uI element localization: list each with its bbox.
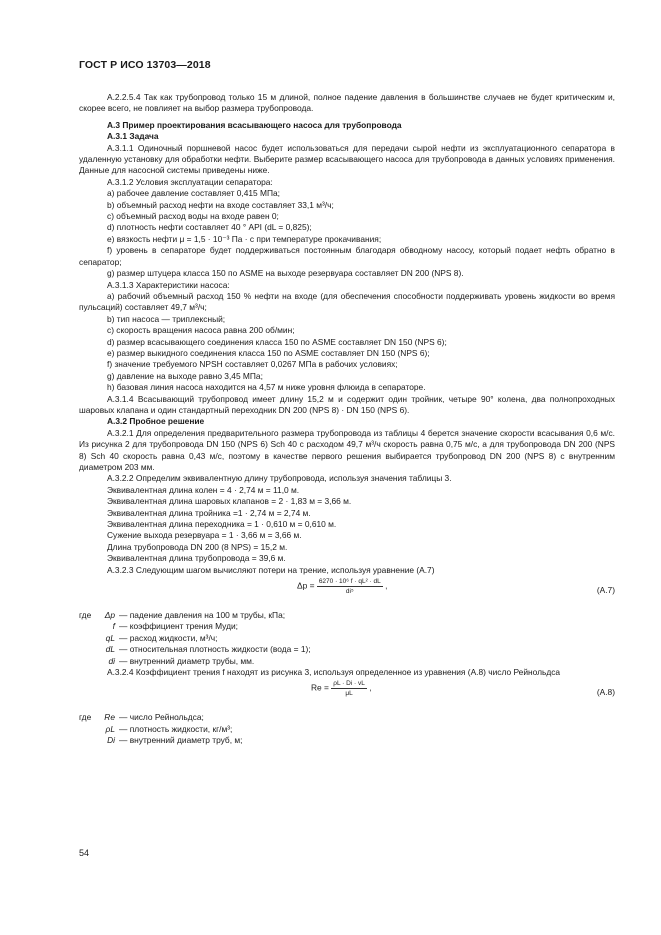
- definition-symbol: f: [112, 621, 115, 632]
- definition-row: [79, 656, 615, 667]
- where-block-a7: [79, 610, 615, 667]
- where-block-a8: [79, 712, 615, 746]
- definition-text: — внутренний диаметр труб, м;: [119, 735, 243, 746]
- eq8-tail: ,: [369, 683, 372, 694]
- eq8-fraction: [331, 679, 367, 698]
- definition-row: [79, 644, 615, 655]
- definition-text: — относительная плотность жидкости (вода = 1);: [119, 644, 311, 655]
- definition-text: — плотность жидкости, кг/м³;: [119, 723, 233, 734]
- list-item: Эквивалентная длина шаровых клапанов = 2 · 1,83 м = 3,66 м.: [107, 496, 352, 507]
- list-item: g) давление на выходе равно 3,45 МПа;: [107, 370, 263, 381]
- equation-a8: [79, 679, 615, 709]
- definition-row: [79, 610, 615, 621]
- definition-symbol: Re: [104, 712, 115, 723]
- list-a313-title: A.3.1.3 Характеристики насоса:: [107, 279, 230, 290]
- list-item: b) объемный расход нефти на входе составляет 33,1 м³/ч;: [107, 199, 334, 210]
- list-item: a) рабочий объемный расход 150 % нефти на входе (для обеспечения способности поддерживать уровень жидкости во время пульсаций) составляет 49,7 м³/ч;: [79, 290, 615, 313]
- eq7-label: (A.7): [596, 585, 615, 596]
- definition-row: [79, 712, 615, 723]
- definition-symbol: qL: [105, 632, 115, 643]
- list-item: d) плотность нефти составляет 40 ° API (dL = 0,825);: [107, 222, 312, 233]
- eq7-denominator: di⁵: [345, 588, 354, 596]
- list-item: Сужение выхода резервуара = 1 · 3,66 м = 3,66 м.: [107, 530, 302, 541]
- heading-a3: A.3 Пример проектирования всасывающего насоса для трубопровода: [107, 119, 402, 130]
- equation-a7: [79, 577, 615, 607]
- list-item: a) рабочее давление составляет 0,415 МПа;: [107, 188, 281, 199]
- paragraph-a2254: A.2.2.5.4 Так как трубопровод только 15 м длиной, полное падение давления в большинстве случаев не будет критическим и, скорее всего, не повлияет на выбор размера трубопровода.: [79, 92, 615, 114]
- definition-symbol: ρL: [105, 723, 115, 734]
- heading-a32: A.3.2 Пробное решение: [107, 416, 205, 427]
- eq7-tail: ,: [385, 580, 388, 591]
- definition-symbol: dL: [105, 644, 115, 655]
- standard-header: ГОСТ Р ИСО 13703—2018: [79, 59, 211, 71]
- definition-text: — расход жидкости, м³/ч;: [119, 632, 218, 643]
- list-a312-title: A.3.1.2 Условия эксплуатации сепаратора:: [107, 176, 273, 187]
- paragraph-a314: A.3.1.4 Всасывающий трубопровод имеет длину 15,2 м и содержит один тройник, четыре 90° колена, два полнопроходных шаровых клапана и один стандартный переходник DN 200 (NPS 8) · DN 150 (NPS 6).: [79, 393, 615, 415]
- definition-row: [79, 633, 615, 644]
- paragraph-a311: A.3.1.1 Одиночный поршневой насос будет использоваться для передачи сырой нефти из эксплуатационного сепаратора в удаленную установку для обработки нефти. Выберите размер всасывающего насоса для трубопровода в данных условиях применения. Данные для насосной системы приведены ниже.: [79, 142, 615, 176]
- list-item: e) размер выкидного соединения класса 150 по ASME составляет DN 150 (NPS 6);: [107, 347, 430, 358]
- heading-a31: A.3.1 Задача: [107, 131, 159, 142]
- paragraph-a323: A.3.2.3 Следующим шагом вычисляют потери на трение, используя уравнение (A.7): [107, 564, 435, 575]
- definition-text: — число Рейнольдса;: [119, 712, 204, 723]
- list-item: d) размер всасывающего соединения класса 150 по ASME составляет DN 150 (NPS 6);: [107, 336, 447, 347]
- eq8-lhs: Re =: [311, 683, 329, 694]
- list-item: e) вязкость нефти μ = 1,5 · 10⁻³ Па · с при температуре прокачивания;: [107, 233, 382, 244]
- list-item: c) скорость вращения насоса равна 200 об/мин;: [107, 325, 295, 336]
- eq8-label: (A.8): [596, 687, 615, 698]
- definition-text: — коэффициент трения Муди;: [119, 621, 238, 632]
- list-item: f) значение требуемого NPSH составляет 0,0267 МПа в рабочих условиях;: [107, 359, 398, 370]
- eq7-lhs: Δp =: [297, 580, 315, 591]
- list-item: Длина трубопровода DN 200 (8 NPS) = 15,2 м.: [107, 541, 288, 552]
- list-item: h) базовая линия насоса находится на 4,57 м ниже уровня флюида в сепараторе.: [107, 382, 426, 393]
- list-item: Эквивалентная длина переходника = 1 · 0,610 м = 0,610 м.: [107, 519, 337, 530]
- list-item: Эквивалентная длина колен = 4 · 2,74 м = 11,0 м.: [107, 484, 300, 495]
- list-item: g) размер штуцера класса 150 по ASME на выходе резервуара составляет DN 200 (NPS 8).: [107, 268, 464, 279]
- page-number: 54: [79, 848, 90, 858]
- definition-symbol: Δp: [104, 610, 115, 621]
- definition-symbol: Di: [107, 735, 115, 746]
- paragraph-a322: A.3.2.2 Определим эквивалентную длину трубопровода, используя значения таблицы 3.: [107, 473, 452, 484]
- where-label: где: [79, 610, 92, 621]
- list-item: Эквивалентная длина трубопровода = 39,6 м.: [107, 553, 286, 564]
- list-item: Эквивалентная длина тройника =1 · 2,74 м = 2,74 м.: [107, 507, 311, 518]
- page-body: [79, 92, 615, 747]
- definition-row: [79, 621, 615, 632]
- definition-row: [79, 735, 615, 746]
- paragraph-a321: A.3.2.1 Для определения предварительного размера трубопровода из таблицы 4 берется значение скорости всасывания 0,6 м/с. Из рисунка 2 для трубопровода DN 150 (NPS 6) Sch 40 с расходом 49,7 м³/ч скорость равна 0,75 м/с, а для трубопровода DN 200 (NPS 8) Sch 40 скорость равна 0,43 м/с, поэтому в качестве первого решения выбирается трубопровод DN 200 (NPS 8) с внутренним диаметром 203 мм.: [79, 427, 615, 472]
- where-label: где: [79, 712, 92, 723]
- definition-row: [79, 724, 615, 735]
- eq8-numerator: ρL · Di · vL: [333, 680, 365, 688]
- paragraph-a324: A.3.2.4 Коэффициент трения f находят из рисунка 3, используя определенное из уравнения (A.8) число Рейнольдса: [107, 667, 561, 678]
- definition-text: — падение давления на 100 м трубы, кПа;: [119, 610, 286, 621]
- list-item: c) объемный расход воды на входе равен 0;: [107, 211, 279, 222]
- definition-symbol: di: [108, 655, 115, 666]
- definition-text: — внутренний диаметр трубы, мм.: [119, 655, 255, 666]
- eq7-numerator: 6270 · 10⁶ f · qL² · dL: [318, 578, 381, 586]
- list-item: b) тип насоса — триплексный;: [107, 313, 226, 324]
- eq7-fraction: [317, 577, 383, 596]
- eq8-denominator: μL: [345, 690, 353, 698]
- list-item: f) уровень в сепараторе будет поддерживаться постоянным благодаря обводному насосу, который подает нефть обратно в сепаратор;: [79, 245, 615, 267]
